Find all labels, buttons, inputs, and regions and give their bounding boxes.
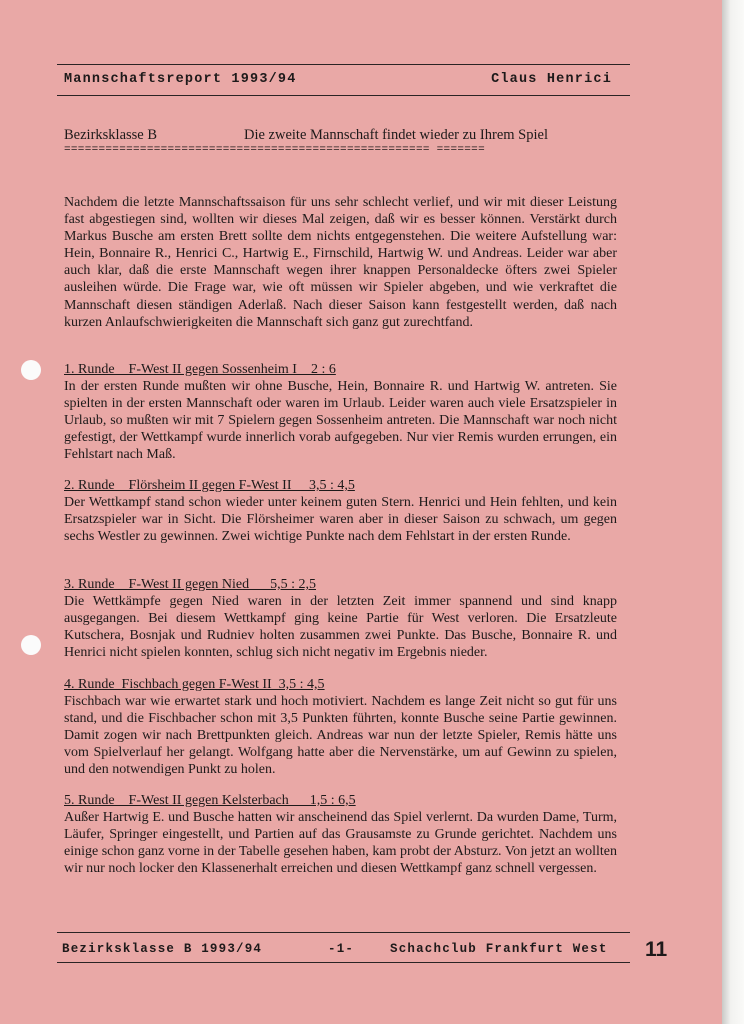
punch-hole [21, 635, 41, 655]
round-title: 5. Runde F-West II gegen Kelsterbach 1,5 : 6,5 [64, 793, 356, 808]
round-section [64, 792, 617, 877]
author-name: Claus Henrici [491, 72, 612, 87]
round-text: In der ersten Runde mußten wir ohne Busche, Hein, Bonnaire R. und Hartwig W. antreten. Sie spielten in der ersten Mannschaft oder waren im Urlaub. Leider waren auch viele Ersatzspieler in Urlaub, so mußten wir mit 7 Spielern gegen Sossenheim antreten. Die Mannschaft war noch nicht gefestigt, der Wettkampf wurde innerlich vorab aufgegeben. Nur vier Remis wurden errungen, ein Fehlstart nach Maß. [64, 379, 617, 463]
round-section [64, 576, 617, 661]
footer-league: Bezirksklasse B 1993/94 [62, 942, 263, 956]
intro-text: Nachdem die letzte Mannschaftssaison für uns sehr schlecht verlief, und wir mit dieser Leistung fast abgestiegen sind, wollten wir dieses Mal zeigen, daß wir es besser können. Verstärkt durch Markus Busche am ersten Brett sollte dem nichts entgegenstehen. Die weitere Aufstellung war: Hein, Bonnaire R., Henrici C., Hartwig E., Firnschild, Hartwig W. und Andreas. Leider war aber auch klar, daß die erste Mannschaft wegen ihrer knappen Personaldecke öfters zwei Spieler ausleihen würde. Die Frage war, wie oft müssen wir Spieler abgeben, und wie verkraftet die Mannschaft diesen ständigen Aderlaß. Nach dieser Saison kann festgestellt werden, daß nach kurzen Anlaufschwierigkeiten die Mannschaft sich ganz gut zurechtfand. [64, 195, 617, 330]
page-number: 11 [645, 938, 668, 961]
footer-rule-bottom [57, 962, 630, 963]
footer-club: Schachclub Frankfurt West [390, 942, 608, 956]
round-text: Die Wettkämpfe gegen Nied waren in der letzten Zeit immer spannend und sind knapp ausgegangen. Bei diesem Wettkampf ging keine Partie für West verloren. Die Ersatzleute Kutschera, Bosnjak und Rudniev holten zusammen zwei Punkte. Das Busche, Bonnaire R. und Henrici nicht spielen konnten, schlug sich nicht negativ im Ergebnis nieder. [64, 594, 617, 661]
report-title: Mannschaftsreport 1993/94 [64, 72, 297, 87]
round-title: 4. Runde Fischbach gegen F-West II 3,5 : 4,5 [64, 677, 325, 692]
intro-paragraph [64, 194, 617, 331]
round-title: 1. Runde F-West II gegen Sossenheim I 2 : 6 [64, 362, 336, 377]
round-text: Außer Hartwig E. und Busche hatten wir anscheinend das Spiel verlernt. Da wurden Dame, Turm, Läufer, Springer eingestellt, und Partien auf das Grausamste zu Grunde gerichtet. Nachdem uns einige schon ganz vorne in der Tabelle gesehen haben, kam probt der Absturz. Von jetzt an wollten wir nur noch locker den Klassenerhalt erreichen und diesen Wettkampf ganz schnell vergessen. [64, 810, 617, 877]
round-text: Fischbach war wie erwartet stark und hoch motiviert. Nachdem es lange Zeit nicht so gut für uns stand, und die Fischbacher schon mit 3,5 Punkten führten, konnte Busche seine Partie gewinnen. Damit zogen wir nach Brettpunkten gleich. Andreas war nun der letzte Spieler, Remis hätte uns vom Spielverlauf her gelangt. Wolfgang hatte aber die Nervenstärke, um auf Gewinn zu spielen, und den notwendigen Punkt zu holen. [64, 694, 617, 778]
round-title: 3. Runde F-West II gegen Nied 5,5 : 2,5 [64, 577, 316, 592]
round-text: Der Wettkampf stand schon wieder unter keinem guten Stern. Henrici und Hein fehlten, und kein Ersatzspieler war in Sicht. Die Flörsheimer waren aber in dieser Saison zu schwach, um gegen sechs Westler zu gewinnen. Zwei wichtige Punkte nach dem Fehlstart in der ersten Runde. [64, 495, 617, 545]
headline-underline: ===================================================== ======= [64, 144, 485, 156]
league-label: Bezirksklasse B [64, 127, 158, 143]
header-rule-bottom [57, 95, 630, 96]
footer-page-marker: -1- [328, 942, 355, 956]
round-section [64, 361, 617, 464]
header-rule-top [57, 64, 630, 65]
scan-margin [722, 0, 744, 1024]
round-section [64, 676, 617, 779]
article-headline: Die zweite Mannschaft findet wieder zu Ihrem Spiel [244, 127, 548, 143]
round-section [64, 477, 617, 545]
footer-rule-top [57, 932, 630, 933]
round-title: 2. Runde Flörsheim II gegen F-West II 3,5 : 4,5 [64, 478, 355, 493]
punch-hole [21, 360, 41, 380]
